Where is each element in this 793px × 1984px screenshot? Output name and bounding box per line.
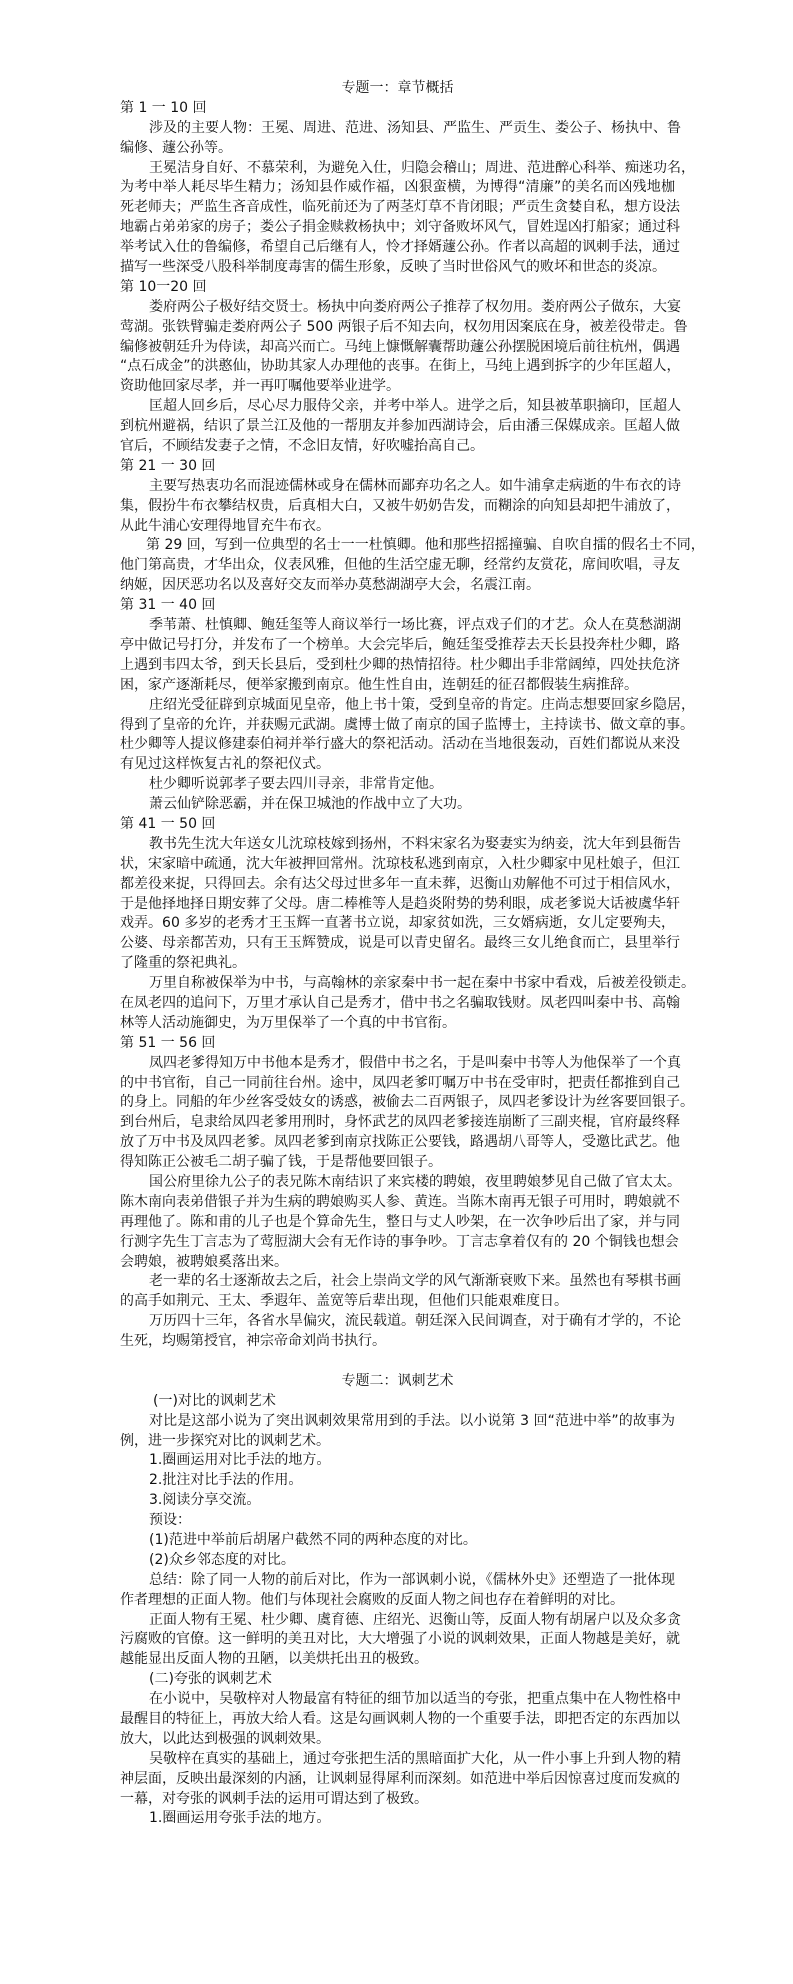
chapter-heading: 第 21 一 30 回: [120, 457, 216, 474]
paragraph-line: 纳姬，因厌恶功名以及喜好交友而举办莫愁湖湖亭大会，名震江南。: [120, 577, 540, 594]
paragraph-line: 庄绍光受征辟到京城面见皇帝，他上书十策，受到皇帝的肯定。庄尚志想要回家乡隐居，: [149, 696, 695, 713]
subsection-heading: (二)夸张的讽刺艺术: [149, 1671, 272, 1688]
document-body: [120, 79, 705, 1829]
paragraph-line: 到台州后，皂隶给凤四老爹用刑时，身怀武艺的凤四老爹接连崩断了三副夹棍，官府最终释: [120, 1114, 680, 1131]
paragraph-line: 污腐败的官僚。这一鲜明的美丑对比，大大增强了小说的讽刺效果，正面人物越是美好，就: [120, 1631, 680, 1648]
preset-label: 预设：: [149, 1512, 191, 1529]
paragraph-line: 有见过这样恢复古礼的祭祀仪式。: [120, 756, 330, 773]
paragraph-line: 教书先生沈大年送女儿沈琼枝嫁到扬州，不料宋家名为娶妻实为纳妾，沈大年到县衙告: [149, 835, 681, 852]
paragraph-line: 杜少卿等人提议修建泰伯祠并举行盛大的祭祀活动。活动在当地很轰动，百姓们都说从来没: [120, 736, 680, 753]
blank-line: [120, 1352, 675, 1372]
paragraph-line: 困，家产逐渐耗尽，便举家搬到南京。他生性自由，连朝廷的征召都假装生病推辞。: [120, 676, 638, 693]
paragraph-line: 生死，均赐第授官，神宗帝命刘尚书执行。: [120, 1333, 386, 1350]
paragraph-line: 他门第高贵，才华出众，仪表风雅，但他的生活空虚无聊，经常约友赏花，席间吹唱，寻友: [120, 557, 680, 574]
paragraph-line: 季苇萧、杜慎卿、鲍廷玺等人商议举行一场比赛，评点戏子们的才艺。众人在莫愁湖湖: [149, 617, 681, 634]
paragraph-line: 例，进一步探究对比的讽刺艺术。: [120, 1432, 330, 1449]
paragraph-line: 公婆、母亲都苦劝，只有王玉辉赞成，说是可以青史留名。最终三女儿绝食而亡，县里举行: [120, 935, 680, 952]
paragraph-line: 的高手如荆元、王太、季遐年、盖宽等后辈出现，但他们只能艰难度日。: [120, 1293, 568, 1310]
paragraph-line: 杜少卿听说郭孝子要去四川寻亲，非常肯定他。: [149, 776, 443, 793]
paragraph-line: 涉及的主要人物：王冕、周进、范进、汤知县、严监生、严贡生、娄公子、杨执中、鲁: [149, 119, 681, 136]
paragraph-line: 举考试入仕的鲁编修，希望自己后继有人，怜才择婿蘧公孙。作者以高超的讽刺手法，通过: [120, 239, 680, 256]
chapter-heading: 第 1 一 10 回: [120, 99, 207, 116]
paragraph-line: 从此牛浦心安理得地冒充牛布衣。: [120, 517, 330, 534]
paragraph-line: 越能显出反面人物的丑陋，以美烘托出丑的极致。: [120, 1651, 428, 1668]
paragraph-line: 匡超人回乡后，尽心尽力服侍父亲，并考中举人。进学之后，知县被革职摘印，匡超人: [149, 398, 681, 415]
paragraph-line: 主要写热衷功名而混迹儒林或身在儒林而鄙弃功名之人。如牛浦拿走病逝的牛布衣的诗: [149, 477, 681, 494]
paragraph-line: 陈木南向表弟借银子并为生病的聘娘购买人参、黄连。当陈木南再无银子可用时，聘娘就不: [120, 1193, 680, 1210]
topic1-title: 专题一：章节概括: [341, 80, 454, 96]
paragraph-line: 总结：除了同一人物的前后对比，作为一部讽刺小说，《儒林外史》还塑造了一批体现: [149, 1571, 675, 1588]
paragraph-line: 萧云仙铲除恶霸，并在保卫城池的作战中立了大功。: [149, 796, 471, 813]
paragraph-line: 编修、蘧公孙等。: [120, 139, 232, 156]
paragraph-line: 都差役来捉，只得回去。余有达父母过世多年一直未葬，迟衡山劝解他不可过于相信风水，: [120, 875, 680, 892]
paragraph-line: 上遇到韦四太爷，到天长县后，受到杜少卿的热情招待。杜少卿出手非常阔绰，四处扶危济: [120, 656, 680, 673]
paragraph-line: 第 29 回，写到一位典型的名士一一杜慎卿。他和那些招摇撞骗、自吹自擂的假名士不同，: [146, 537, 705, 554]
paragraph-line: 对比是这部小说为了突出讽刺效果常用到的手法。以小说第 3 回“范进中举”的故事为: [149, 1412, 675, 1429]
paragraph-line: 神层面，反映出最深刻的内涵，让讽刺显得犀利而深刻。如范进中举后因惊喜过度而发疯的: [120, 1770, 680, 1787]
paragraph-line: 国公府里徐九公子的表兄陈木南结识了来宾楼的聘娘，夜里聘娘梦见自己做了官太太。: [149, 1173, 681, 1190]
chapter-heading: 第 51 一 56 回: [120, 1034, 216, 1051]
chapter-heading: 第 41 一 50 回: [120, 815, 216, 832]
paragraph-line: 在凤老四的追问下，万里才承认自己是秀才，借中书之名骗取钱财。凤老四叫秦中书、高翰: [120, 994, 680, 1011]
paragraph-line: 放大，以此达到极强的讽刺效果。: [120, 1730, 330, 1747]
paragraph-line: 集，假扮牛布衣攀结权贵，后真相大白，又被牛奶奶告发，而糊涂的向知县却把牛浦放了，: [120, 497, 680, 514]
paragraph-line: 在小说中，吴敬梓对人物最富有特征的细节加以适当的夸张，把重点集中在人物性格中: [149, 1691, 681, 1708]
paragraph-line: 于是他择地择日期安葬了父母。唐二棒椎等人是趋炎附势的势利眼，成老爹说大话被虞华轩: [120, 895, 680, 912]
chapter-heading: 第 31 一 40 回: [120, 597, 216, 614]
paragraph-line: 描写一些深受八股科举制度毒害的儒生形象，反映了当时世俗风气的败坏和世态的炎凉。: [120, 259, 666, 276]
paragraph-line: 老一辈的名士逐渐故去之后，社会上崇尚文学的风气渐渐衰败下来。虽然也有琴棋书画: [149, 1273, 681, 1290]
paragraph-line: 娄府两公子极好结交贤士。杨执中向娄府两公子推荐了权勿用。娄府两公子做东，大宴: [149, 298, 681, 315]
subsection-heading: (一)对比的讽刺艺术: [153, 1392, 276, 1409]
paragraph-line: “点石成金”的洪憨仙，协助其家人办理他的丧事。在街上，马纯上遇到拆字的少年匡超人，: [120, 358, 681, 375]
paragraph-line: 为考中举人耗尽毕生精力；汤知县作威作福，凶狠蛮横，为博得“清廉”的美名而凶残地枷: [120, 179, 675, 196]
paragraph-line: 一幕，对夸张的讽刺手法的运用可谓达到了极致。: [120, 1790, 428, 1807]
paragraph-line: 的身上。同船的年少丝客受妓女的诱惑，被偷去二百两银子，凤四老爹设计为丝客要回银子。: [120, 1094, 694, 1111]
paragraph-line: 吴敬梓在真实的基础上，通过夸张把生活的黑暗面扩大化，从一件小事上升到人物的精: [149, 1750, 681, 1767]
paragraph-line: 正面人物有王冕、杜少卿、虞育德、庄绍光、迟衡山等，反面人物有胡屠户以及众多贪: [149, 1611, 681, 1628]
step-item: 3.阅读分享交流。: [149, 1492, 261, 1509]
paragraph-line: 官后，不顾结发妻子之情，不念旧友情，好吹嘘抬高自己。: [120, 438, 484, 455]
paragraph-line: 放了万中书及凤四老爹。凤四老爹到南京找陈正公要钱，路遇胡八哥等人，受邀比武艺。他: [120, 1134, 680, 1151]
paragraph-line: 王冕洁身自好、不慕荣利，为避免入仕，归隐会稽山；周进、范进醉心科举、痴迷功名，: [149, 159, 695, 176]
paragraph-line: 凤四老爹得知万中书他本是秀才，假借中书之名，于是叫秦中书等人为他保举了一个真: [149, 1054, 681, 1071]
step-item: 1.圈画运用夸张手法的地方。: [149, 1810, 331, 1827]
preset-item: (1)范进中举前后胡屠户截然不同的两种态度的对比。: [149, 1532, 477, 1549]
paragraph-line: 到杭州避祸，结识了景兰江及他的一帮朋友并参加西湖诗会，后由潘三保媒成亲。匡超人做: [120, 418, 680, 435]
paragraph-line: 编修被朝廷升为侍读，却高兴而亡。马纯上慷慨解囊帮助蘧公孙摆脱困境后前往杭州，偶遇: [120, 338, 680, 355]
paragraph-line: 得知陈正公被毛二胡子骗了钱，于是帮他要回银子。: [120, 1154, 442, 1171]
paragraph-line: 了隆重的祭祀典礼。: [120, 955, 246, 972]
paragraph-line: 最醒目的特征上，再放大给人看。这是勾画讽刺人物的一个重要手法，即把否定的东西加以: [120, 1711, 680, 1728]
step-item: 1.圈画运用对比手法的地方。: [149, 1452, 331, 1469]
paragraph-line: 死老师夫；严监生吝音成性，临死前还为了两茎灯草不肯闭眼；严贡生贪婪自私，想方设法: [120, 199, 680, 216]
paragraph-line: 再理他了。陈和甫的儿子也是个算命先生，整日与丈人吵架，在一次争吵后出了家，并与同: [120, 1213, 680, 1230]
paragraph-line: 万里自称被保举为中书，与高翰林的亲家秦中书一起在秦中书家中看戏，后被差役锁走。: [149, 975, 695, 992]
paragraph-line: 状，宋家暗中疏通，沈大年被押回常州。沈琼枝私逃到南京，入杜少卿家中见杜娘子，但江: [120, 855, 680, 872]
chapter-heading: 第 10一20 回: [120, 278, 207, 295]
paragraph-line: 万历四十三年，各省水旱偏灾，流民载道。朝廷深入民间调查，对于确有才学的，不论: [149, 1313, 681, 1330]
paragraph-line: 行测字先生丁言志为了莺脰湖大会有无作诗的事争吵。丁言志拿着仅有的 20 个铜钱也想会: [120, 1233, 679, 1250]
topic2-title: 专题二：讽刺艺术: [341, 1372, 454, 1389]
paragraph-line: 戏弄。60 多岁的老秀才王玉辉一直著书立说，却家贫如洗，三女婿病逝，女儿定要殉夫，: [120, 915, 675, 932]
paragraph-line: 的中书官衔，自己一同前往台州。途中，凤四老爹叮嘱万中书在受审时，把责任都推到自己: [120, 1074, 680, 1091]
paragraph-line: 得到了皇帝的允许，并获赐元武湖。虞博士做了南京的国子监博士，主持读书、做文章的事。: [120, 716, 694, 733]
step-item: 2.批注对比手法的作用。: [149, 1472, 303, 1489]
paragraph-line: 作者理想的正面人物。他们与体现社会腐败的反面人物之间也存在着鲜明的对比。: [120, 1591, 624, 1608]
paragraph-line: 地霸占弟弟家的房子；娄公子捐金赎救杨执中；刘守备败坏风气，冒姓逞凶打船家；通过科: [120, 219, 680, 236]
paragraph-line: 会聘娘，被聘娘奚落出来。: [120, 1253, 288, 1270]
paragraph-line: 莺湖。张铁臂骗走娄府两公子 500 两银子后不知去向，权勿用因案底在身，被差役带走。鲁: [120, 318, 688, 335]
paragraph-line: 资助他回家尽孝，并一再叮嘱他要举业进学。: [120, 378, 400, 395]
preset-item: (2)众乡邻态度的对比。: [149, 1551, 295, 1568]
paragraph-line: 亭中做记号打分，并发布了一个榜单。大会完毕后，鲍廷玺受推荐去天长县投奔杜少卿，路: [120, 636, 680, 653]
paragraph-line: 林等人活动施御史，为万里保举了一个真的中书官衔。: [120, 1014, 456, 1031]
